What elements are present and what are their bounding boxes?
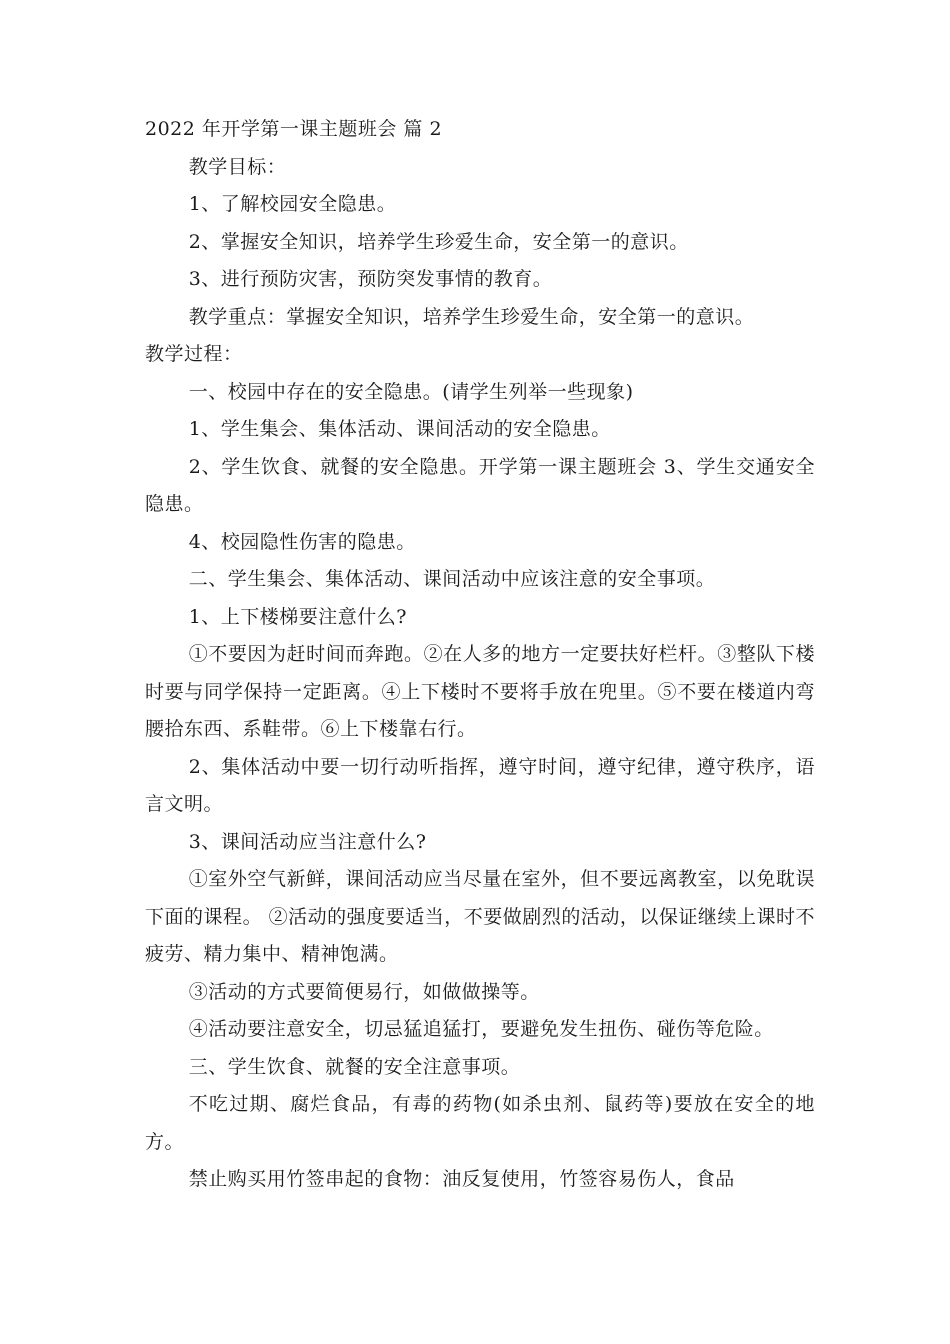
paragraph: 一、校园中存在的安全隐患。(请学生列举一些现象) bbox=[188, 380, 634, 403]
paragraph: 三、学生饮食、就餐的安全注意事项。 bbox=[188, 1055, 521, 1078]
paragraph: 不吃过期、腐烂食品，有毒的药物(如杀虫剂、鼠药等)要放在安全的地方。 bbox=[145, 1093, 815, 1153]
paragraph: ①室外空气新鲜，课间活动应当尽量在室外，但不要远离教室，以免耽误下面的课程。 ②活动的强度要适当，不要做剧烈的活动，以保证继续上课时不疲劳、精力集中、精神饱满。 bbox=[145, 868, 815, 965]
paragraph: 1、了解校园安全隐患。 bbox=[188, 193, 397, 215]
paragraph: 2、掌握安全知识，培养学生珍爱生命，安全第一的意识。 bbox=[188, 230, 689, 253]
document-body bbox=[145, 111, 815, 1199]
paragraph: 禁止购买用竹签串起的食物：油反复使用，竹签容易伤人，食品 bbox=[188, 1168, 735, 1190]
paragraph: ①不要因为赶时间而奔跑。②在人多的地方一定要扶好栏杆。③整队下楼时要与同学保持一定距离。④上下楼时不要将手放在兜里。⑤不要在楼道内弯腰拾东西、系鞋带。⑥上下楼靠右行。 bbox=[145, 643, 815, 740]
paragraph: 二、学生集会、集体活动、课间活动中应该注意的安全事项。 bbox=[188, 568, 716, 590]
paragraph: ③活动的方式要简便易行，如做做操等。 bbox=[188, 980, 540, 1003]
paragraph: 3、进行预防灾害，预防突发事情的教育。 bbox=[188, 268, 553, 290]
paragraph: 教学目标： bbox=[188, 155, 287, 178]
paragraph: 3、课间活动应当注意什么? bbox=[188, 830, 427, 853]
paragraph: 4、校园隐性伤害的隐患。 bbox=[188, 530, 416, 553]
paragraph: 教学过程： bbox=[145, 343, 243, 365]
paragraph: 2、学生饮食、就餐的安全隐患。开学第一课主题班会 3、学生交通安全隐患。 bbox=[145, 455, 815, 515]
paragraph: 2、集体活动中要一切行动听指挥，遵守时间，遵守纪律，遵守秩序，语言文明。 bbox=[145, 755, 815, 815]
document-title: 2022 年开学第一课主题班会 篇 2 bbox=[145, 118, 443, 140]
paragraph-list bbox=[145, 149, 815, 1199]
paragraph: 1、上下楼梯要注意什么? bbox=[188, 605, 407, 628]
paragraph: 1、学生集会、集体活动、课间活动的安全隐患。 bbox=[188, 418, 611, 440]
paragraph: 教学重点：掌握安全知识，培养学生珍爱生命，安全第一的意识。 bbox=[188, 305, 755, 328]
paragraph: ④活动要注意安全，切忌猛追猛打，要避免发生扭伤、碰伤等危险。 bbox=[188, 1018, 774, 1040]
